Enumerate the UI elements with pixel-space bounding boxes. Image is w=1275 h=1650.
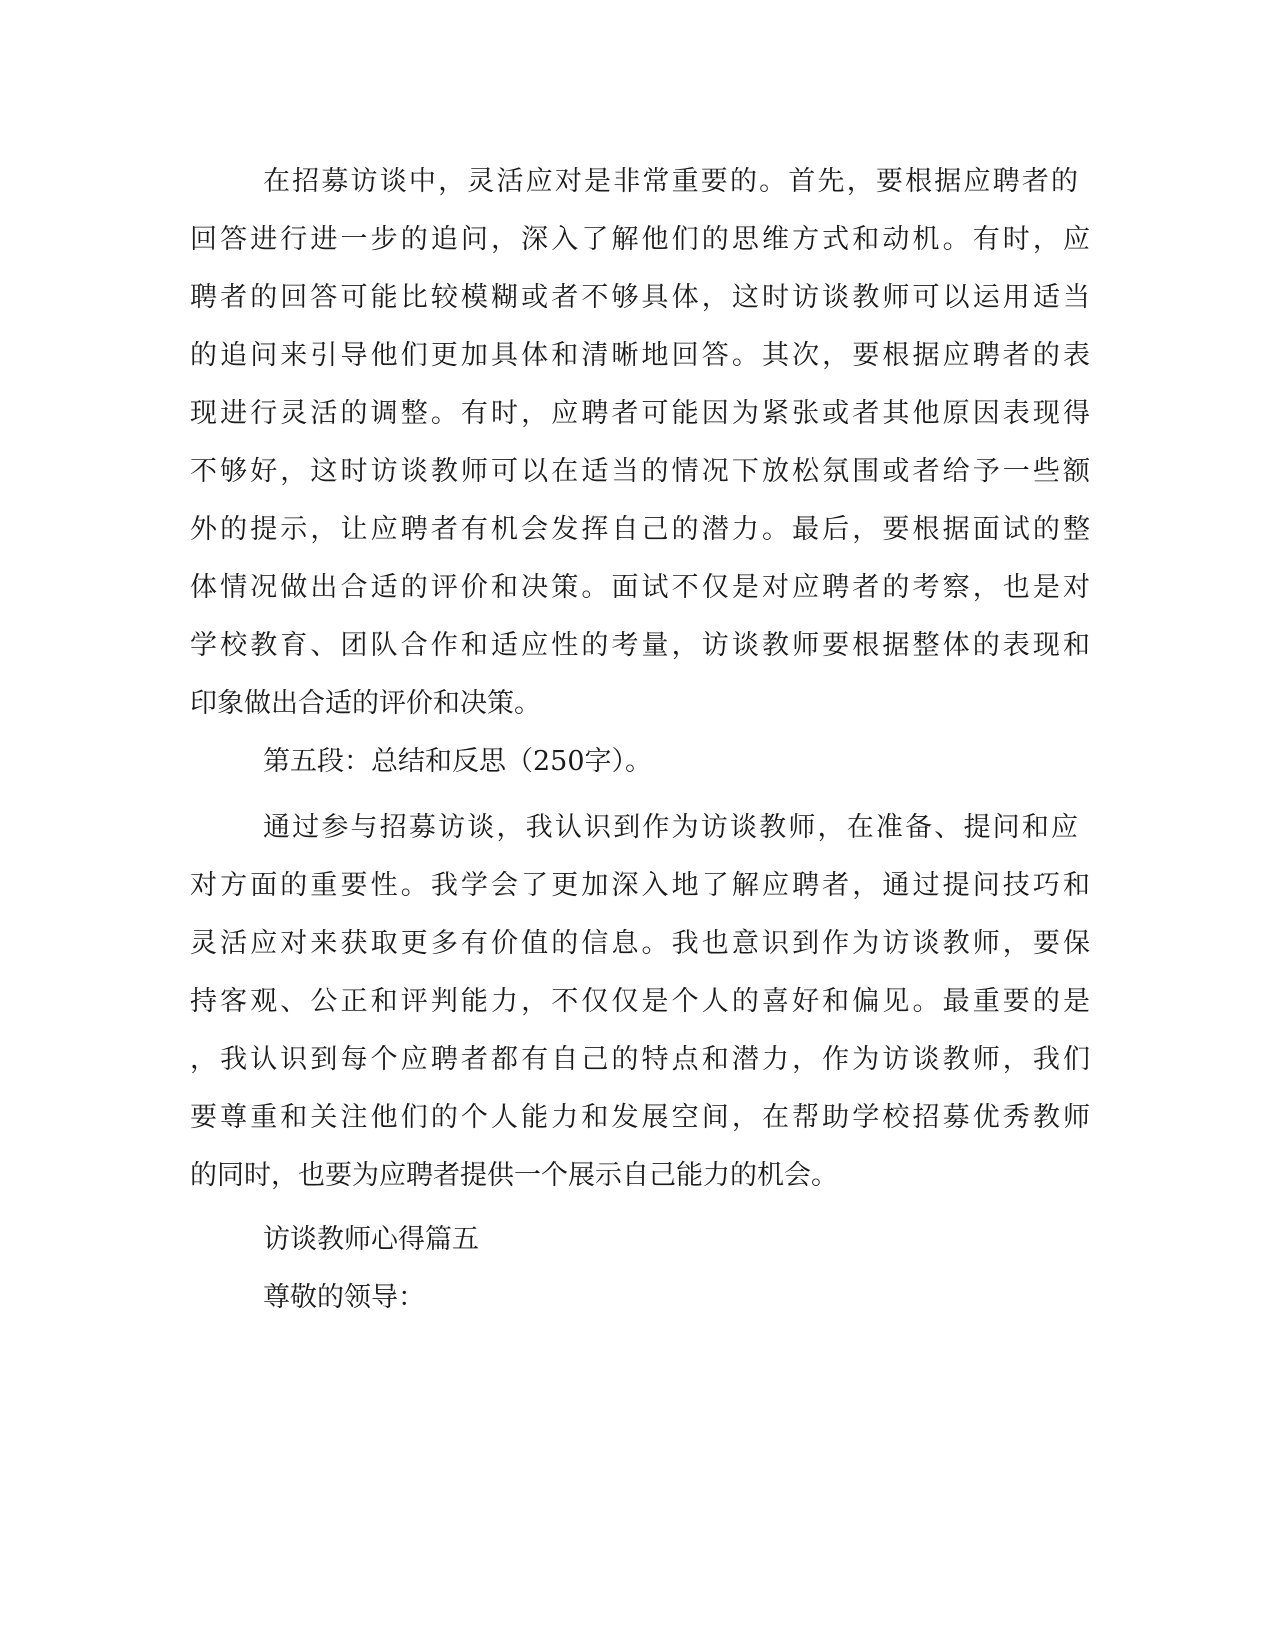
paragraph-1-line-6: 不够好，这时访谈教师可以在适当的情况下放松氛围或者给予一些额: [190, 456, 1090, 487]
paragraph-1-line-4: 的追问来引导他们更加具体和清晰地回答。其次，要根据应聘者的表: [190, 340, 1090, 371]
paragraph-2-line-2: 对方面的重要性。我学会了更加深入地了解应聘者，通过提问技巧和: [190, 870, 1090, 901]
paragraph-1-line-5: 现进行灵活的调整。有时，应聘者可能因为紧张或者其他原因表现得: [190, 398, 1090, 429]
paragraph-1-line-10: 印象做出合适的评价和决策。: [190, 688, 541, 719]
paragraph-1-line-3: 聘者的回答可能比较模糊或者不够具体，这时访谈教师可以运用适当: [190, 282, 1090, 313]
section-heading: 第五段：总结和反思（250字）。: [263, 746, 653, 777]
paragraph-1-line-9: 学校教育、团队合作和适应性的考量，访谈教师要根据整体的表现和: [190, 630, 1090, 661]
paragraph-1-line-2: 回答进行进一步的追问，深入了解他们的思维方式和动机。有时，应: [190, 224, 1090, 255]
paragraph-2-line-4: 持客观、公正和评判能力，不仅仅是个人的喜好和偏见。最重要的是: [190, 986, 1090, 1017]
article-title: 访谈教师心得篇五: [263, 1224, 479, 1255]
paragraph-2-line-3: 灵活应对来获取更多有价值的信息。我也意识到作为访谈教师，要保: [190, 928, 1090, 959]
paragraph-2-line-5: ，我认识到每个应聘者都有自己的特点和潜力，作为访谈教师，我们: [190, 1044, 1090, 1075]
salutation: 尊敬的领导：: [263, 1282, 425, 1313]
paragraph-1-line-1: 在招募访谈中，灵活应对是非常重要的。首先，要根据应聘者的: [263, 166, 1078, 197]
paragraph-2-line-1: 通过参与招募访谈，我认识到作为访谈教师，在准备、提问和应: [263, 812, 1078, 843]
paragraph-2-line-7: 的同时，也要为应聘者提供一个展示自己能力的机会。: [190, 1160, 838, 1191]
paragraph-1-line-8: 体情况做出合适的评价和决策。面试不仅是对应聘者的考察，也是对: [190, 572, 1090, 603]
paragraph-1-line-7: 外的提示，让应聘者有机会发挥自己的潜力。最后，要根据面试的整: [190, 514, 1090, 545]
paragraph-2-line-6: 要尊重和关注他们的个人能力和发展空间，在帮助学校招募优秀教师: [190, 1102, 1090, 1133]
